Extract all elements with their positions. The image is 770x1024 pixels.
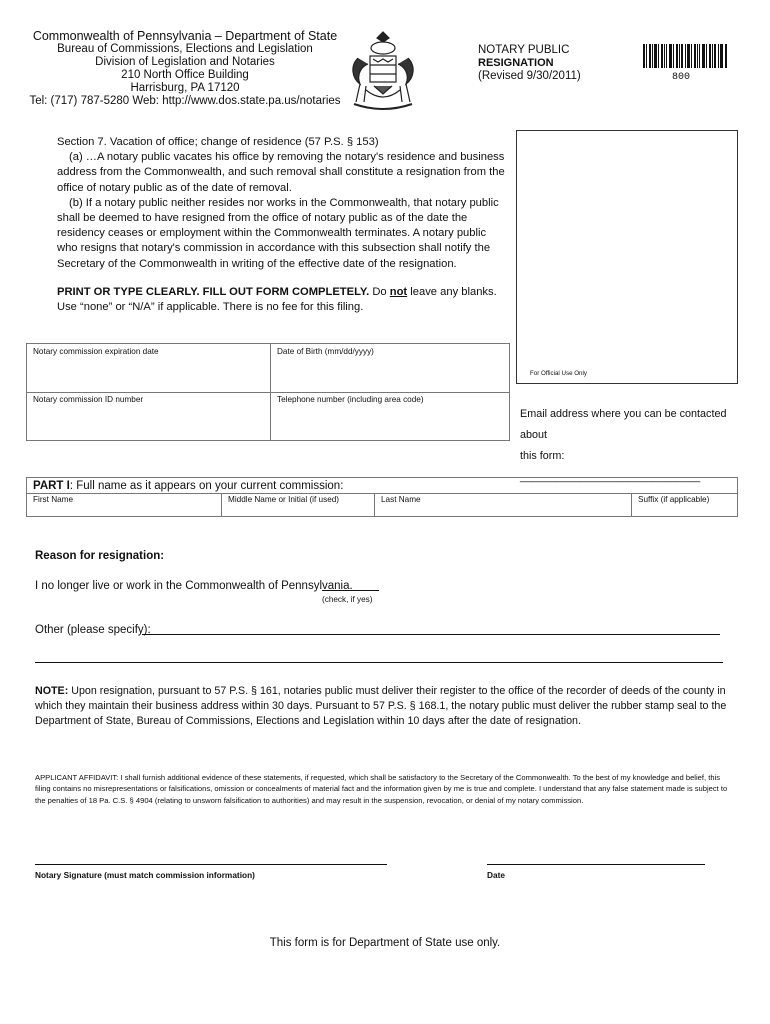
instructions-rest: leave any blanks. (410, 286, 497, 298)
applicant-affidavit: APPLICANT AFFIDAVIT: I shall furnish additional evidence of these statements, if requested, which shall be satisfactory to the Secretary of the Commonwealth. To the best of my knowledge and belief, this filing contains no misrepresentations or falsifications, omission or concealments of material fact and the information given by me is true and complete. I understand that any false statement made is subject to the penalties of 18 Pa. C.S. § 4904 (relating to unsworn falsification to authorities) and may result in the suspension, revocation, or denial of my notary commission. (35, 773, 728, 805)
agency-line-3: Division of Legislation and Notaries (95, 56, 275, 68)
check-if-yes-label: (check, if yes) (322, 595, 373, 604)
telephone-field[interactable]: Telephone number (including area code) (277, 395, 424, 404)
signature-input[interactable] (35, 864, 387, 865)
email-line-1: Email address where you can be contacted about (520, 408, 727, 441)
suffix-field[interactable]: Suffix (if applicable) (638, 495, 710, 504)
date-label: Date (487, 870, 505, 880)
info-row-1 (27, 344, 509, 393)
agency-line-6: Tel: (717) 787-5280 Web: http://www.dos.state.pa.us/notaries (29, 95, 341, 107)
signature-label: Notary Signature (must match commission information) (35, 870, 255, 880)
part-1-title: PART I: Full name as it appears on your current commission: (33, 480, 344, 492)
barcode-number: 800 (672, 72, 691, 83)
agency-header (20, 30, 350, 108)
pennsylvania-seal-icon (340, 28, 426, 114)
info-row-2 (27, 392, 509, 441)
official-use-label: For Official Use Only (530, 370, 587, 377)
footer-note: This form is for Department of State use only. (269, 937, 501, 949)
notary-info-table (26, 343, 510, 441)
section-7-heading: Section 7. Vacation of office; change of residence (57 P.S. § 153) (57, 136, 379, 148)
date-input[interactable] (487, 864, 705, 865)
part-1-name-table (26, 477, 738, 517)
agency-line-5: Harrisburg, PA 17120 (130, 82, 240, 94)
date-of-birth-field[interactable]: Date of Birth (mm/dd/yyyy) (277, 347, 374, 356)
no-longer-live-checkbox[interactable] (322, 590, 379, 591)
expiration-date-field[interactable]: Notary commission expiration date (27, 344, 271, 392)
instructions-line-2: Use “none” or “N/A” if applicable. There is no fee for this filing. (57, 301, 364, 314)
first-name-field[interactable]: First Name (27, 493, 222, 517)
email-line-2[interactable]: this form: ______________________________ (520, 450, 701, 483)
section-7-para-b: (b) If a notary public neither resides nor works in the Commonwealth, that notary public shall be deemed to have resigned from the office of notary public as of the date the residency ceases or employment within the Commonwealth terminates. A notary public who resigns that notary's commission in accordance with this subsection shall notify the Secretary of the Commonwealth in writing of the effective date of the resignation. (57, 196, 499, 270)
section-7-text (57, 135, 509, 272)
agency-line-1: Commonwealth of Pennsylvania – Department of State (32, 29, 338, 43)
section-7-para-a: (a) …A notary public vacates his office by removing the notary's residence and business address from the Commonwealth, and such removal shall constitute a resignation from the office of notary public as of the date of removal. (57, 151, 505, 194)
agency-line-4: 210 North Office Building (121, 69, 249, 81)
other-reason-label: Other (please specify): (35, 624, 151, 636)
barcode-icon (643, 44, 727, 68)
form-title-block (478, 44, 598, 83)
email-contact[interactable] (520, 404, 740, 488)
official-use-box (516, 130, 738, 384)
revised-date: (Revised 9/30/2011) (478, 70, 581, 82)
form-subtitle: RESIGNATION (478, 57, 554, 69)
no-longer-live-text: I no longer live or work in the Commonwealth of Pennsylvania. (35, 580, 353, 592)
instructions-bold: PRINT OR TYPE CLEARLY. FILL OUT FORM COMPLETELY. (57, 286, 370, 298)
note-label: NOTE: (35, 685, 69, 697)
middle-name-field[interactable]: Middle Name or Initial (if used) (222, 493, 375, 517)
instructions-do: Do (372, 286, 387, 298)
instructions (57, 285, 509, 315)
agency-line-2: Bureau of Commissions, Elections and Legislation (57, 43, 313, 55)
instructions-not: not (389, 286, 408, 298)
other-reason-input-line-2[interactable] (35, 662, 723, 663)
resignation-note (35, 684, 735, 729)
last-name-field[interactable]: Last Name (375, 493, 632, 517)
reason-heading: Reason for resignation: (35, 550, 165, 562)
form-title: NOTARY PUBLIC (478, 44, 570, 56)
note-text: Upon resignation, pursuant to 57 P.S. § 161, notaries public must deliver their register to the office of the recorder of deeds of the county in which they maintain their business address within 30 days. Pursuant to 57 P.S. § 168.1, the notary public must deliver the rubber stamp seal to the Department of State, Bureau of Commissions, Elections and Legislation within 10 days after the date of resignation. (35, 685, 727, 727)
commission-id-field[interactable]: Notary commission ID number (27, 392, 271, 441)
other-reason-input[interactable] (142, 634, 720, 635)
